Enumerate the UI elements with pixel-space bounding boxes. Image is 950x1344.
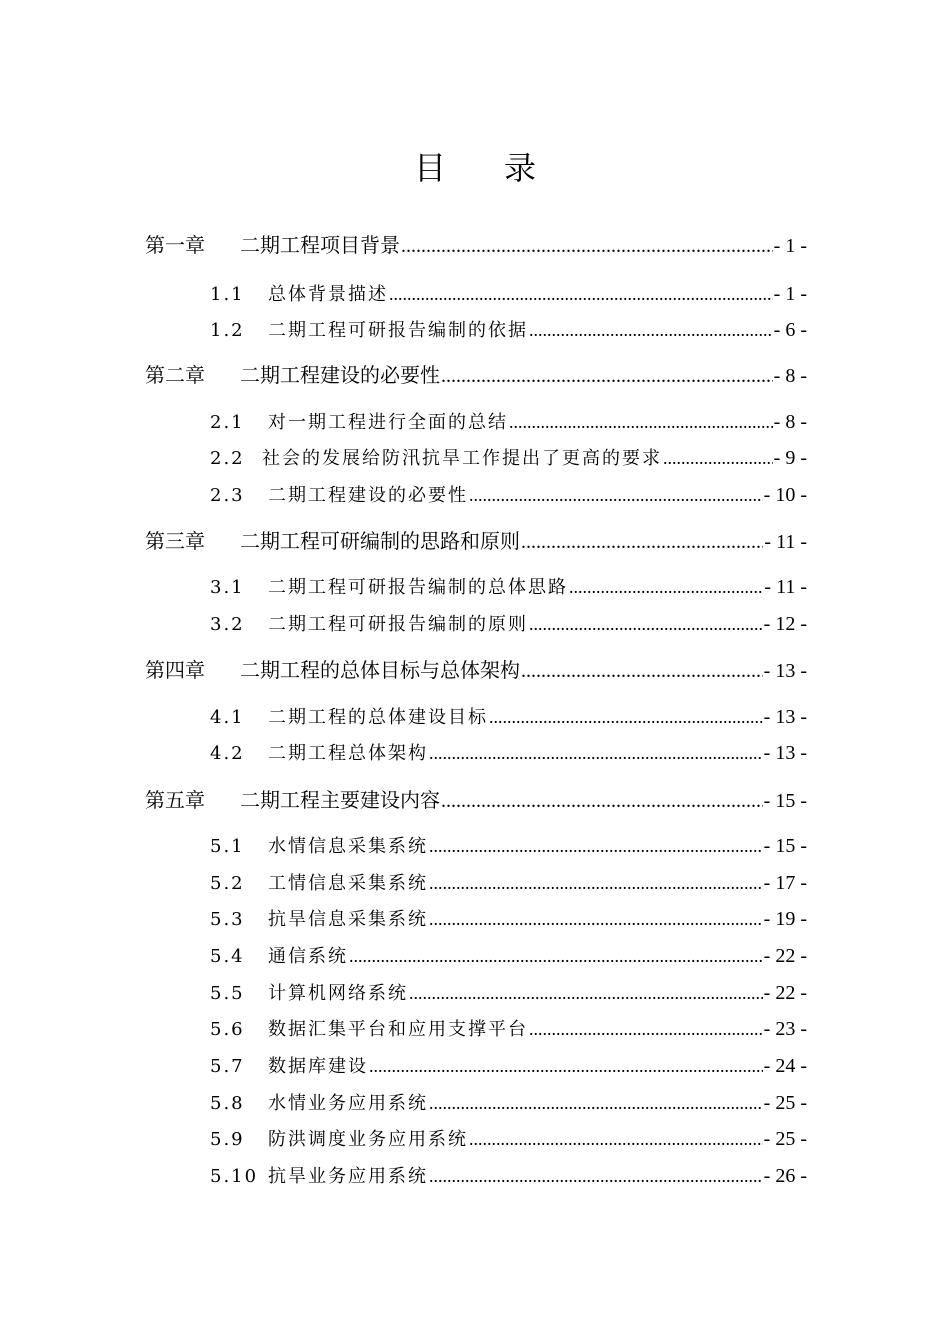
toc-leader-dots	[429, 1164, 763, 1188]
toc-leader-dots	[521, 529, 763, 555]
toc-number: 2.1	[210, 412, 245, 433]
toc-section-5-10[interactable]	[210, 1164, 807, 1189]
toc-leader-dots	[349, 944, 763, 968]
toc-number: 5.1	[210, 836, 245, 857]
toc-text: 水情业务应用系统	[268, 1093, 428, 1114]
toc-number: 5.4	[210, 946, 245, 967]
toc-section-2-2[interactable]	[210, 446, 807, 471]
toc-leader-dots	[521, 658, 763, 684]
toc-leader-dots	[569, 575, 763, 599]
toc-number: 第四章	[145, 658, 205, 682]
toc-chapter-3[interactable]	[145, 528, 807, 555]
toc-leader-dots	[429, 1091, 763, 1115]
toc-page-number: - 6 -	[773, 319, 807, 341]
toc-number: 第一章	[145, 233, 205, 257]
toc-text: 抗旱信息采集系统	[268, 909, 428, 930]
toc-chapter-1[interactable]	[145, 232, 807, 259]
toc-leader-dots	[429, 871, 763, 895]
toc-leader-dots	[389, 282, 773, 306]
toc-number: 1.1	[210, 284, 245, 305]
toc-text: 二期工程可研报告编制的依据	[268, 320, 528, 341]
toc-page-number: - 22 -	[763, 982, 807, 1004]
toc-leader-dots	[663, 446, 773, 470]
toc-number: 3.2	[210, 614, 245, 635]
toc-section-3-1[interactable]	[210, 575, 807, 600]
toc-leader-dots	[441, 363, 773, 389]
toc-number: 5.3	[210, 909, 245, 930]
toc-text: 二期工程项目背景	[240, 233, 400, 257]
toc-text: 抗旱业务应用系统	[268, 1166, 428, 1187]
toc-page-number: - 13 -	[763, 660, 807, 682]
toc-page-number: - 11 -	[764, 576, 807, 598]
toc-page-number: - 25 -	[763, 1128, 807, 1150]
toc-leader-dots	[509, 410, 773, 434]
toc-section-2-1[interactable]	[210, 410, 807, 435]
toc-number: 5.6	[210, 1019, 245, 1040]
toc-page-number: - 19 -	[763, 908, 807, 930]
toc-leader-dots	[429, 907, 763, 931]
toc-section-5-4[interactable]	[210, 944, 807, 969]
toc-leader-dots	[529, 612, 763, 636]
toc-text: 通信系统	[268, 946, 348, 967]
toc-section-5-7[interactable]	[210, 1054, 807, 1079]
toc-chapter-4[interactable]	[145, 657, 807, 684]
toc-number: 5.7	[210, 1056, 245, 1077]
toc-leader-dots	[369, 1054, 763, 1078]
toc-section-2-3[interactable]	[210, 483, 807, 508]
toc-leader-dots	[409, 981, 763, 1005]
toc-number: 5.8	[210, 1093, 245, 1114]
toc-text: 二期工程可研报告编制的原则	[268, 614, 528, 635]
toc-chapter-5[interactable]	[145, 787, 807, 814]
toc-text: 二期工程主要建设内容	[240, 788, 440, 812]
toc-section-5-6[interactable]	[210, 1017, 807, 1042]
toc-title: 目录	[413, 149, 594, 187]
toc-section-5-9[interactable]	[210, 1127, 807, 1152]
toc-number: 第二章	[145, 363, 205, 387]
toc-text: 总体背景描述	[268, 284, 388, 305]
toc-page-number: - 13 -	[763, 742, 807, 764]
toc-leader-dots	[441, 788, 763, 814]
toc-text: 二期工程建设的必要性	[268, 485, 468, 506]
toc-number: 4.2	[210, 743, 245, 764]
toc-text: 水情信息采集系统	[268, 836, 428, 857]
toc-page-number: - 26 -	[763, 1165, 807, 1187]
toc-section-4-2[interactable]	[210, 741, 807, 766]
toc-leader-dots	[401, 233, 773, 259]
toc-leader-dots	[469, 1127, 763, 1151]
toc-leader-dots	[529, 318, 773, 342]
toc-text: 二期工程建设的必要性	[240, 363, 440, 387]
toc-leader-dots	[489, 705, 763, 729]
toc-text: 社会的发展给防汛抗旱工作提出了更高的要求	[262, 448, 662, 469]
toc-page-number: - 1 -	[773, 235, 807, 257]
toc-section-5-2[interactable]	[210, 871, 807, 896]
toc-number: 2.2	[210, 448, 245, 469]
toc-number: 第五章	[145, 788, 205, 812]
toc-page-number: - 11 -	[764, 531, 807, 553]
toc-page-number: - 24 -	[763, 1055, 807, 1077]
toc-page-number: - 1 -	[773, 283, 807, 305]
toc-text: 数据库建设	[268, 1056, 368, 1077]
toc-page-number: - 13 -	[763, 706, 807, 728]
toc-number: 2.3	[210, 485, 245, 506]
toc-section-3-2[interactable]	[210, 612, 807, 637]
toc-page-number: - 10 -	[763, 484, 807, 506]
toc-page-number: - 17 -	[763, 872, 807, 894]
toc-number: 5.5	[210, 983, 245, 1004]
toc-number: 3.1	[210, 577, 245, 598]
toc-text: 防洪调度业务应用系统	[268, 1129, 468, 1150]
toc-page-number: - 23 -	[763, 1018, 807, 1040]
toc-section-5-3[interactable]	[210, 907, 807, 932]
toc-text: 对一期工程进行全面的总结	[268, 412, 508, 433]
toc-number: 1.2	[210, 320, 245, 341]
toc-section-5-8[interactable]	[210, 1091, 807, 1116]
toc-page-number: - 15 -	[763, 790, 807, 812]
toc-leader-dots	[429, 834, 763, 858]
toc-text: 二期工程的总体建设目标	[268, 707, 488, 728]
toc-text: 二期工程的总体目标与总体架构	[240, 658, 520, 682]
toc-number: 4.1	[210, 707, 245, 728]
toc-number: 5.10	[210, 1166, 259, 1187]
toc-text: 二期工程可研报告编制的总体思路	[268, 577, 568, 598]
toc-leader-dots	[529, 1017, 763, 1041]
toc-number: 5.2	[210, 873, 245, 894]
toc-section-5-5[interactable]	[210, 981, 807, 1006]
toc-section-1-2[interactable]	[210, 318, 807, 343]
toc-leader-dots	[469, 483, 763, 507]
toc-page-number: - 8 -	[773, 411, 807, 433]
toc-text: 二期工程总体架构	[268, 743, 428, 764]
toc-page-number: - 25 -	[763, 1092, 807, 1114]
toc-text: 二期工程可研编制的思路和原则	[240, 529, 520, 553]
toc-chapter-2[interactable]	[145, 362, 807, 389]
toc-page-number: - 15 -	[763, 835, 807, 857]
toc-page-number: - 12 -	[763, 613, 807, 635]
toc-section-4-1[interactable]	[210, 705, 807, 730]
toc-leader-dots	[429, 741, 763, 765]
toc-text: 工情信息采集系统	[268, 873, 428, 894]
toc-section-5-1[interactable]	[210, 834, 807, 859]
toc-number: 5.9	[210, 1129, 245, 1150]
toc-page-number: - 22 -	[763, 945, 807, 967]
toc-number: 第三章	[145, 529, 205, 553]
toc-page-number: - 9 -	[773, 447, 807, 469]
toc-text: 数据汇集平台和应用支撑平台	[268, 1019, 528, 1040]
toc-section-1-1[interactable]	[210, 282, 807, 307]
toc-page-number: - 8 -	[773, 365, 807, 387]
toc-text: 计算机网络系统	[268, 983, 408, 1004]
